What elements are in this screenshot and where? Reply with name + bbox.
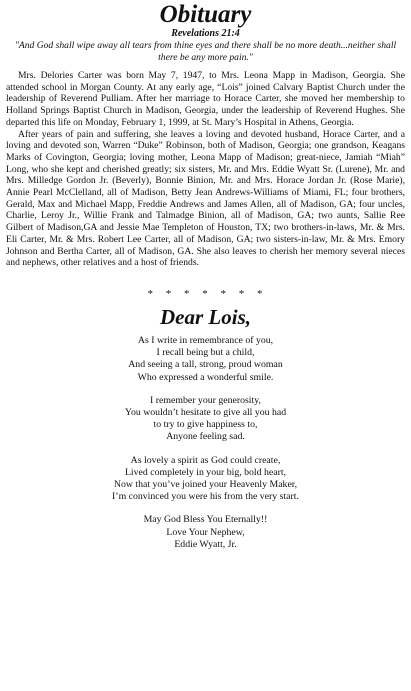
page-title: Obituary	[159, 1, 252, 28]
poem-line: Who expressed a wonderful smile.	[137, 371, 274, 383]
poem-line: I’m convinced you were his from the very start.	[112, 491, 299, 503]
closing-author: Eddie Wyatt, Jr.	[174, 538, 237, 550]
poem-line: As lovely a spirit as God could create,	[130, 454, 281, 466]
obituary-paragraph-survivors: After years of pain and suffering, she leaves a loving and devoted husband, Horace Carter, and a loving and devoted son, Warren “Duke” Robinson, both of Madison, Georgia; one grandson, Keagans Marks of Covington, Georgia; loving mother, Leona Mapp of Madison; great-niece, Jamiah “Miah” Long, who she kept and cherished greatly; six sisters, Mr. and Mrs. Eddie Wyatt Sr. (Lurene), Mr. and Mrs. Milledge Gordon Jr. (Beverly), Bonnie Binion, Mr. and Mrs. Horace Jordan Jr. (Rose Marie), Annie Pearl McClelland, all of Madison, Betty Jean Andrews-Williams of Miami, FL; four brothers, Gerald, Max and Michael Mapp, Freddie Andrews and James Allen, all of Madison, GA; four uncles, Charlie, Leroy Jr., Willie Frank and Talmadge Binion, all of Madison, GA; two aunts, Sallie Ree Gilbert of Madison,GA and Jessie Mae Templeton of Houston, TX; two brothers-in-laws, Mr. & Mrs. Eli Carter, Mr. & Mrs. Robert Lee Carter, all of Madison, GA; two sisters-in-law, Mr. & Mrs. Emory Johnson and Bertha Carter, all of Madison, GA. She also leaves to cherish her memory several nieces and nephews, other relatives and a host of friends.	[6, 128, 405, 269]
closing-blessing: May God Bless You Eternally!!	[143, 514, 268, 526]
poem-line: Anyone feeling sad.	[166, 431, 245, 443]
closing-signoff: Love Your Nephew,	[166, 526, 245, 538]
poem-line: Now that you’ve joined your Heavenly Maker,	[113, 478, 298, 490]
poem-title: Dear Lois,	[160, 304, 251, 329]
obituary-paragraph-biography: Mrs. Delories Carter was born May 7, 1947, to Mrs. Leona Mapp in Madison, Georgia. She attended school in Morgan County. At any early age, “Lois” joined Calvary Baptist Church under the leadership of Reverend Pulliam. After her marriage to Horace Carter, she moved her membership to Holland Springs Baptist Church in Madison, Georgia, under the leadership of Reverend Hughes. She departed this life on Monday, February 1, 1999, at St. Mary’s Hospital in Athens, Georgia.	[6, 70, 405, 128]
poem-line: As I write in remembrance of you,	[137, 334, 274, 346]
poem-line: I recall being but a child,	[156, 347, 255, 359]
scripture-quote: "And God shall wipe away all tears from thine eyes and there shall be no more death...neither shall there be any more pain."	[14, 40, 397, 63]
poem-line: You wouldn’t hesitate to give all you had	[124, 406, 287, 418]
poem-line: Lived completely in your big, bold heart,	[124, 466, 287, 478]
scripture-reference: Revelations 21:4	[171, 28, 240, 39]
poem-stanza-3	[6, 455, 405, 504]
star-divider: * * * * * * *	[147, 287, 264, 300]
poem-closing	[6, 514, 405, 551]
poem-line: to try to give happiness to,	[153, 419, 258, 431]
poem-stanza-1	[6, 335, 405, 384]
poem-line: I remember your generosity,	[150, 394, 261, 406]
poem-line: And seeing a tall, strong, proud woman	[128, 359, 283, 371]
poem-stanza-2	[6, 395, 405, 444]
